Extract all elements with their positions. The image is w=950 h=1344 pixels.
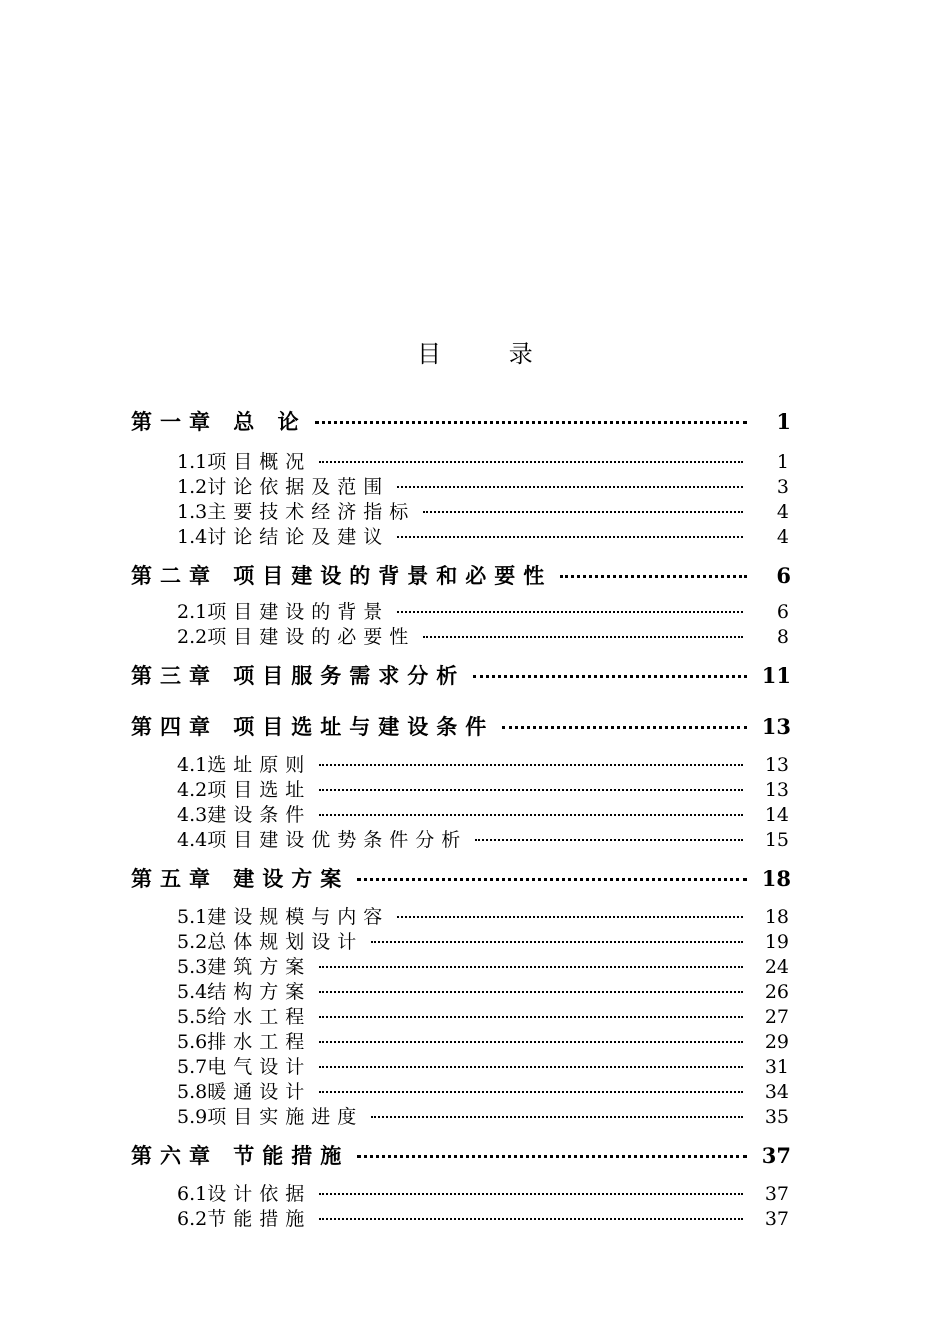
toc-entry-label: 选址原则 xyxy=(207,754,312,776)
toc-page-number: 6 xyxy=(776,563,791,588)
toc-page-number: 24 xyxy=(764,956,789,978)
toc-page-number: 15 xyxy=(764,829,789,851)
toc-entry-label: 节能措施 xyxy=(207,1208,312,1230)
toc-entry-label: 暖通设计 xyxy=(207,1081,312,1103)
dot-leader xyxy=(319,764,743,766)
dot-leader xyxy=(319,1016,743,1018)
dot-leader xyxy=(319,1193,743,1195)
toc-section-number: 5.6 xyxy=(177,1031,208,1053)
toc-section-number: 2.1 xyxy=(177,601,208,623)
toc-section-entry[interactable] xyxy=(177,977,789,1001)
toc-section-number: 5.1 xyxy=(177,906,208,928)
toc-page-number: 37 xyxy=(764,1183,789,1205)
toc-section-number: 4.2 xyxy=(177,779,208,801)
dot-leader xyxy=(319,1091,743,1093)
toc-page-number: 35 xyxy=(764,1106,789,1128)
toc-page-number: 4 xyxy=(776,526,789,548)
toc-entry-label: 总体规划设计 xyxy=(207,931,364,953)
toc-section-number: 1.3 xyxy=(177,501,208,523)
toc-section-number: 4.1 xyxy=(177,754,208,776)
toc-section-number: 5.5 xyxy=(177,1006,208,1028)
toc-page-number: 1 xyxy=(776,451,789,473)
toc-page-number: 3 xyxy=(776,476,789,498)
toc-page-number: 26 xyxy=(764,981,789,1003)
toc-entry-label: 建筑方案 xyxy=(207,956,312,978)
toc-entry-label: 设计依据 xyxy=(207,1183,312,1205)
toc-section-number: 6.1 xyxy=(177,1183,208,1205)
toc-section-entry[interactable] xyxy=(177,1179,789,1203)
dot-leader xyxy=(357,1155,747,1158)
toc-entry-label: 项目建设的背景 xyxy=(207,601,390,623)
toc-section-entry[interactable] xyxy=(177,597,789,621)
toc-entry-label: 结构方案 xyxy=(207,981,312,1003)
dot-leader xyxy=(319,1041,743,1043)
toc-section-number: 5.3 xyxy=(177,956,208,978)
toc-section-entry[interactable] xyxy=(177,902,789,926)
toc-section-number: 4.4 xyxy=(177,829,208,851)
toc-section-entry[interactable] xyxy=(177,1027,789,1051)
toc-page-number: 13 xyxy=(764,779,789,801)
toc-page-number: 34 xyxy=(764,1081,789,1103)
toc-page-number: 37 xyxy=(761,1143,791,1168)
toc-entry-label: 第五章 建设方案 xyxy=(131,866,350,891)
toc-chapter-entry[interactable] xyxy=(131,1140,791,1168)
toc-entry-label: 第四章 项目选址与建设条件 xyxy=(131,714,495,739)
toc-entry-label: 第二章 项目建设的背景和必要性 xyxy=(131,563,553,588)
toc-section-number: 5.4 xyxy=(177,981,208,1003)
toc-page-number: 6 xyxy=(776,601,789,623)
toc-section-entry[interactable] xyxy=(177,622,789,646)
toc-section-entry[interactable] xyxy=(177,775,789,799)
dot-leader xyxy=(319,1218,743,1220)
dot-leader xyxy=(319,1066,743,1068)
dot-leader xyxy=(423,511,743,513)
dot-leader xyxy=(319,461,743,463)
dot-leader xyxy=(371,1116,743,1118)
toc-section-entry[interactable] xyxy=(177,1204,789,1228)
toc-entry-label: 排水工程 xyxy=(207,1031,312,1053)
toc-entry-label: 电气设计 xyxy=(207,1056,312,1078)
toc-page-number: 18 xyxy=(764,906,789,928)
toc-section-entry[interactable] xyxy=(177,1002,789,1026)
dot-leader xyxy=(319,966,743,968)
dot-leader xyxy=(397,916,743,918)
toc-entry-label: 第一章 总 论 xyxy=(131,409,307,434)
toc-entry-label: 主要技术经济指标 xyxy=(207,501,416,523)
toc-entry-label: 讨论结论及建议 xyxy=(207,526,390,548)
toc-page-number: 4 xyxy=(776,501,789,523)
toc-entry-label: 建设条件 xyxy=(207,804,312,826)
toc-section-entry[interactable] xyxy=(177,825,789,849)
toc-section-entry[interactable] xyxy=(177,800,789,824)
toc-page-number: 1 xyxy=(776,409,791,434)
toc-chapter-entry[interactable] xyxy=(131,406,791,434)
toc-entry-label: 建设规模与内容 xyxy=(207,906,390,928)
toc-section-entry[interactable] xyxy=(177,497,789,521)
toc-section-entry[interactable] xyxy=(177,522,789,546)
toc-page-number: 11 xyxy=(761,663,791,688)
toc-entry-label: 讨论依据及范围 xyxy=(207,476,390,498)
dot-leader xyxy=(319,789,743,791)
toc-section-entry[interactable] xyxy=(177,927,789,951)
toc-entry-label: 项目概况 xyxy=(207,451,312,473)
toc-entry-label: 项目实施进度 xyxy=(207,1106,364,1128)
dot-leader xyxy=(560,575,747,578)
toc-entry-label: 项目建设的必要性 xyxy=(207,626,416,648)
toc-section-number: 5.8 xyxy=(177,1081,208,1103)
dot-leader xyxy=(357,878,747,881)
toc-page-number: 8 xyxy=(776,626,789,648)
toc-chapter-entry[interactable] xyxy=(131,863,791,891)
toc-section-number: 1.2 xyxy=(177,476,208,498)
toc-section-entry[interactable] xyxy=(177,472,789,496)
dot-leader xyxy=(397,486,743,488)
toc-section-entry[interactable] xyxy=(177,952,789,976)
dot-leader xyxy=(319,814,743,816)
toc-section-number: 1.4 xyxy=(177,526,208,548)
toc-section-number: 1.1 xyxy=(177,451,208,473)
toc-page-number: 13 xyxy=(761,714,791,739)
toc-entry-label: 第三章 项目服务需求分析 xyxy=(131,663,466,688)
toc-section-number: 4.3 xyxy=(177,804,208,826)
toc-title: 目 录 xyxy=(417,340,563,368)
dot-leader xyxy=(397,536,743,538)
dot-leader xyxy=(315,421,747,424)
toc-chapter-entry[interactable] xyxy=(131,711,791,739)
toc-entry-label: 第六章 节能措施 xyxy=(131,1143,350,1168)
toc-chapter-entry[interactable] xyxy=(131,560,791,588)
dot-leader xyxy=(319,991,743,993)
toc-section-number: 6.2 xyxy=(177,1208,208,1230)
toc-section-number: 5.2 xyxy=(177,931,208,953)
dot-leader xyxy=(502,726,747,729)
dot-leader xyxy=(423,636,743,638)
toc-entry-label: 项目建设优势条件分析 xyxy=(207,829,468,851)
dot-leader xyxy=(397,611,743,613)
dot-leader xyxy=(371,941,743,943)
toc-page-number: 29 xyxy=(764,1031,789,1053)
toc-chapter-entry[interactable] xyxy=(131,660,791,688)
toc-section-number: 2.2 xyxy=(177,626,208,648)
toc-section-entry[interactable] xyxy=(177,1077,789,1101)
toc-page-number: 13 xyxy=(764,754,789,776)
toc-entry-label: 项目选址 xyxy=(207,779,312,801)
toc-section-entry[interactable] xyxy=(177,1102,789,1126)
dot-leader xyxy=(475,839,743,841)
dot-leader xyxy=(473,675,747,678)
toc-page-number: 27 xyxy=(764,1006,789,1028)
toc-page-number: 31 xyxy=(764,1056,789,1078)
toc-section-entry[interactable] xyxy=(177,750,789,774)
toc-page-number: 19 xyxy=(764,931,789,953)
toc-page-number: 37 xyxy=(764,1208,789,1230)
toc-section-entry[interactable] xyxy=(177,447,789,471)
toc-page-number: 18 xyxy=(761,866,791,891)
toc-section-entry[interactable] xyxy=(177,1052,789,1076)
toc-section-number: 5.7 xyxy=(177,1056,208,1078)
toc-entry-label: 给水工程 xyxy=(207,1006,312,1028)
toc-page-number: 14 xyxy=(764,804,789,826)
toc-section-number: 5.9 xyxy=(177,1106,208,1128)
